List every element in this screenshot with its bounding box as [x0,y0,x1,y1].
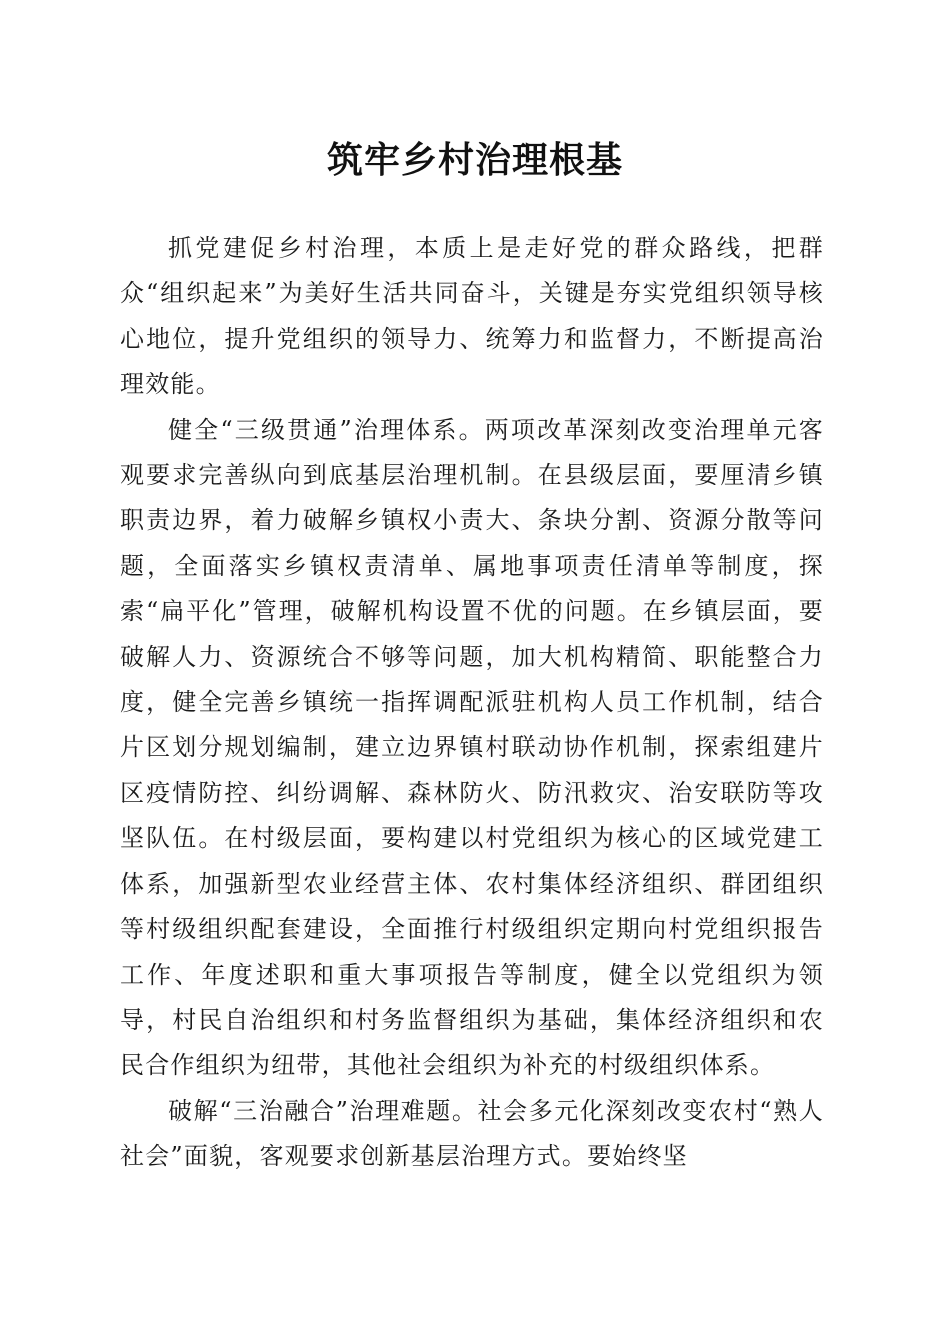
document-body [120,226,824,1180]
document-title: 筑牢乡村治理根基 [326,139,623,181]
paragraph-intro: 抓党建促乡村治理，本质上是走好党的群众路线，把群众“组织起来”为美好生活共同奋斗，关键是夯实党组织领导核心地位，提升党组织的领导力、统筹力和监督力，不断提高治理效能。 [120,234,824,399]
paragraph-governance-system: 健全“三级贯通”治理体系。两项改革深刻改变治理单元客观要求完善纵向到底基层治理机制。在县级层面，要厘清乡镇职责边界，着力破解乡镇权小责大、条块分割、资源分散等问题，全面落实乡镇权责清单、属地事项责任清单等制度，探索“扁平化”管理，破解机构设置不优的问题。在乡镇层面，要破解人力、资源统合不够等问题，加大机构精简、职能整合力度，健全完善乡镇统一指挥调配派驻机构人员工作机制，结合片区划分规划编制，建立边界镇村联动协作机制，探索组建片区疫情防控、纠纷调解、森林防火、防汛救灾、治安联防等攻坚队伍。在村级层面，要构建以村党组织为核心的区域党建工体系，加强新型农业经营主体、农村集体经济组织、群团组织等村级组织配套建设，全面推行村级组织定期向村党组织报告工作、年度述职和重大事项报告等制度，健全以党组织为领导，村民自治组织和村务监督组织为基础，集体经济组织和农民合作组织为纽带，其他社会组织为补充的村级组织体系。 [120,415,824,1080]
paragraph-three-governance: 破解“三治融合”治理难题。社会多元化深刻改变农村“熟人社会”面貌，客观要求创新基层治理方式。要始终坚 [120,1096,824,1171]
